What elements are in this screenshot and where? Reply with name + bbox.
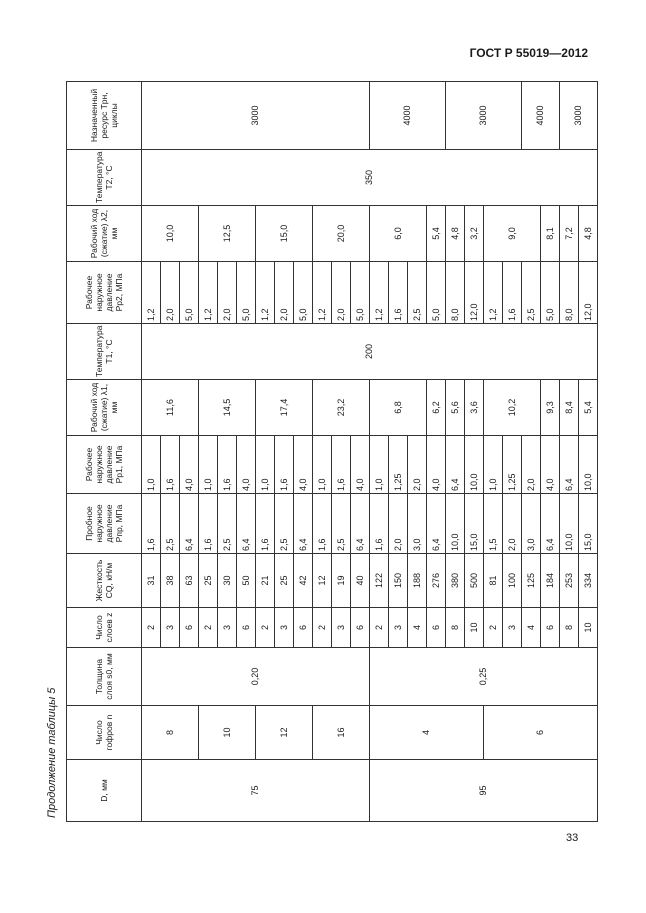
cell-z: 6 (351, 608, 370, 648)
cell-lambda1: 5,4 (579, 380, 598, 436)
cell-pp2: 8,0 (446, 262, 465, 324)
cell-pp2: 2,0 (218, 262, 237, 324)
cell-ppr: 6,4 (180, 494, 199, 554)
cell-ppr: 1,6 (370, 494, 389, 554)
cell-cq: 21 (256, 554, 275, 608)
cell-z: 2 (199, 608, 218, 648)
col-header-z: Число слоев z (67, 608, 142, 648)
cell-pp2: 1,2 (142, 262, 161, 324)
cell-z: 6 (237, 608, 256, 648)
cell-pp1: 4,0 (427, 436, 446, 494)
col-header-pp2: Рабочее наружное давление Pр2, МПа (67, 262, 142, 324)
cell-z: 6 (180, 608, 199, 648)
cell-s0: 0,20 (142, 648, 370, 706)
cell-pp2: 5,0 (351, 262, 370, 324)
cell-pp1: 2,0 (408, 436, 427, 494)
cell-lambda2: 7,2 (560, 206, 579, 262)
cell-ppr: 1,6 (199, 494, 218, 554)
cell-pp2: 1,2 (370, 262, 389, 324)
cell-lambda2: 15,0 (256, 206, 313, 262)
cell-z: 2 (370, 608, 389, 648)
cell-pp2: 5,0 (237, 262, 256, 324)
cell-z: 2 (256, 608, 275, 648)
cell-pp1: 1,0 (484, 436, 503, 494)
cell-pp2: 2,0 (275, 262, 294, 324)
cell-cq: 25 (199, 554, 218, 608)
cell-z: 3 (275, 608, 294, 648)
cell-pp2: 5,0 (427, 262, 446, 324)
cell-cq: 42 (294, 554, 313, 608)
cell-n: 16 (313, 706, 370, 760)
cell-n: 12 (256, 706, 313, 760)
cell-lambda1: 6,2 (427, 380, 446, 436)
cell-ppr: 2,0 (389, 494, 408, 554)
cell-lambda2: 12,5 (199, 206, 256, 262)
cell-ppr: 3,0 (408, 494, 427, 554)
cell-ppr: 1,5 (484, 494, 503, 554)
cell-d: 95 (370, 760, 598, 822)
cell-z: 10 (579, 608, 598, 648)
cell-ppr: 1,6 (256, 494, 275, 554)
cell-lambda1: 8,4 (560, 380, 579, 436)
standard-header: ГОСТ Р 55019—2012 (469, 46, 588, 60)
cell-z: 6 (541, 608, 560, 648)
cell-ppr: 2,5 (332, 494, 351, 554)
col-header-t2: Температура T2, °С (67, 150, 142, 206)
cell-pp2: 5,0 (294, 262, 313, 324)
cell-pp2: 1,2 (256, 262, 275, 324)
cell-cq: 30 (218, 554, 237, 608)
cell-t2: 350 (142, 150, 598, 206)
cell-pp1: 6,4 (560, 436, 579, 494)
cell-z: 4 (522, 608, 541, 648)
cell-cq: 31 (142, 554, 161, 608)
cell-z: 4 (408, 608, 427, 648)
cell-z: 10 (465, 608, 484, 648)
cell-lambda2: 3,2 (465, 206, 484, 262)
cell-ppr: 6,4 (351, 494, 370, 554)
cell-pp1: 4,0 (541, 436, 560, 494)
cell-pp1: 6,4 (446, 436, 465, 494)
cell-tpn: 4000 (522, 82, 560, 150)
cell-ppr: 1,6 (142, 494, 161, 554)
col-header-pp1: Рабочее наружное давление Pр1, МПа (67, 436, 142, 494)
cell-ppr: 2,5 (218, 494, 237, 554)
cell-ppr: 15,0 (465, 494, 484, 554)
cell-ppr: 2,0 (503, 494, 522, 554)
cell-pp1: 4,0 (237, 436, 256, 494)
cell-n: 10 (199, 706, 256, 760)
table-caption: Продолжение таблицы 5 (46, 687, 58, 818)
cell-pp2: 1,6 (503, 262, 522, 324)
cell-cq: 25 (275, 554, 294, 608)
cell-pp2: 2,0 (161, 262, 180, 324)
col-header-n: Число гофров n (67, 706, 142, 760)
cell-cq: 380 (446, 554, 465, 608)
cell-pp1: 1,6 (332, 436, 351, 494)
cell-n: 6 (484, 706, 598, 760)
cell-pp1: 1,0 (370, 436, 389, 494)
cell-ppr: 6,4 (541, 494, 560, 554)
cell-cq: 100 (503, 554, 522, 608)
col-header-t1: Температура T1, °С (67, 324, 142, 380)
cell-pp1: 1,6 (275, 436, 294, 494)
col-header-cq: Жесткость CQ, кН/м (67, 554, 142, 608)
cell-pp2: 2,0 (332, 262, 351, 324)
cell-cq: 500 (465, 554, 484, 608)
cell-pp1: 4,0 (180, 436, 199, 494)
cell-pp2: 8,0 (560, 262, 579, 324)
cell-lambda1: 23,2 (313, 380, 370, 436)
cell-cq: 334 (579, 554, 598, 608)
cell-pp1: 1,0 (313, 436, 332, 494)
cell-pp1: 1,0 (142, 436, 161, 494)
cell-pp2: 12,0 (465, 262, 484, 324)
col-header-lambda2: Рабочий ход (сжатие) λ2, мм (67, 206, 142, 262)
cell-lambda1: 11,6 (142, 380, 199, 436)
cell-cq: 38 (161, 554, 180, 608)
cell-ppr: 6,4 (237, 494, 256, 554)
cell-lambda2: 20,0 (313, 206, 370, 262)
col-header-ppr: Пробное наружное давление Pпр, МПа (67, 494, 142, 554)
cell-cq: 125 (522, 554, 541, 608)
cell-pp2: 2,5 (408, 262, 427, 324)
cell-lambda2: 4,8 (446, 206, 465, 262)
cell-lambda2: 8,1 (541, 206, 560, 262)
cell-tpn: 3000 (142, 82, 370, 150)
cell-cq: 40 (351, 554, 370, 608)
cell-lambda2: 6,0 (370, 206, 427, 262)
col-header-tpn: Назначенный ресурс Tрн, циклы (67, 82, 142, 150)
cell-z: 3 (389, 608, 408, 648)
rotated-table-container (66, 82, 593, 822)
cell-pp1: 1,25 (503, 436, 522, 494)
cell-z: 3 (332, 608, 351, 648)
cell-pp2: 1,6 (389, 262, 408, 324)
cell-cq: 19 (332, 554, 351, 608)
cell-lambda1: 9,3 (541, 380, 560, 436)
cell-pp2: 1,2 (484, 262, 503, 324)
cell-z: 3 (503, 608, 522, 648)
cell-ppr: 3,0 (522, 494, 541, 554)
cell-z: 3 (218, 608, 237, 648)
cell-n: 8 (142, 706, 199, 760)
cell-pp2: 2,5 (522, 262, 541, 324)
col-header-s0: Толщина слоя s0, мм (67, 648, 142, 706)
cell-ppr: 6,4 (427, 494, 446, 554)
table-row (142, 82, 161, 822)
cell-tpn: 4000 (370, 82, 446, 150)
cell-ppr: 2,5 (275, 494, 294, 554)
cell-cq: 188 (408, 554, 427, 608)
table-header-row (67, 82, 142, 822)
cell-pp2: 5,0 (541, 262, 560, 324)
cell-z: 6 (294, 608, 313, 648)
cell-lambda2: 10,0 (142, 206, 199, 262)
cell-lambda2: 4,8 (579, 206, 598, 262)
cell-pp1: 2,0 (522, 436, 541, 494)
cell-pp1: 1,6 (161, 436, 180, 494)
cell-s0: 0,25 (370, 648, 598, 706)
cell-cq: 150 (389, 554, 408, 608)
cell-d: 75 (142, 760, 370, 822)
cell-lambda1: 17,4 (256, 380, 313, 436)
cell-cq: 63 (180, 554, 199, 608)
cell-tpn: 3000 (560, 82, 598, 150)
cell-pp2: 1,2 (199, 262, 218, 324)
cell-pp1: 10,0 (579, 436, 598, 494)
cell-pp1: 1,6 (218, 436, 237, 494)
cell-pp1: 4,0 (294, 436, 313, 494)
cell-z: 3 (161, 608, 180, 648)
cell-pp1: 1,0 (256, 436, 275, 494)
cell-cq: 276 (427, 554, 446, 608)
cell-lambda2: 9,0 (484, 206, 541, 262)
cell-lambda1: 5,6 (446, 380, 465, 436)
cell-cq: 81 (484, 554, 503, 608)
cell-cq: 184 (541, 554, 560, 608)
data-table (66, 81, 598, 822)
cell-ppr: 10,0 (446, 494, 465, 554)
cell-cq: 12 (313, 554, 332, 608)
cell-ppr: 15,0 (579, 494, 598, 554)
cell-lambda1: 10,2 (484, 380, 541, 436)
page-number: 33 (566, 832, 579, 844)
cell-pp1: 10,0 (465, 436, 484, 494)
cell-z: 8 (446, 608, 465, 648)
cell-pp2: 1,2 (313, 262, 332, 324)
cell-n: 4 (370, 706, 484, 760)
cell-z: 6 (427, 608, 446, 648)
cell-pp2: 12,0 (579, 262, 598, 324)
cell-ppr: 1,6 (313, 494, 332, 554)
cell-lambda2: 5,4 (427, 206, 446, 262)
cell-pp1: 1,0 (199, 436, 218, 494)
cell-z: 2 (313, 608, 332, 648)
cell-lambda1: 14,5 (199, 380, 256, 436)
cell-ppr: 10,0 (560, 494, 579, 554)
cell-t1: 200 (142, 324, 598, 380)
cell-cq: 253 (560, 554, 579, 608)
cell-cq: 50 (237, 554, 256, 608)
cell-ppr: 2,5 (161, 494, 180, 554)
cell-pp1: 1,25 (389, 436, 408, 494)
cell-pp1: 4,0 (351, 436, 370, 494)
cell-lambda1: 6,8 (370, 380, 427, 436)
cell-cq: 122 (370, 554, 389, 608)
cell-tpn: 3000 (446, 82, 522, 150)
col-header-d: D, мм (67, 760, 142, 822)
cell-z: 8 (560, 608, 579, 648)
cell-z: 2 (142, 608, 161, 648)
cell-pp2: 5,0 (180, 262, 199, 324)
cell-ppr: 6,4 (294, 494, 313, 554)
cell-lambda1: 3,6 (465, 380, 484, 436)
cell-z: 2 (484, 608, 503, 648)
col-header-lambda1: Рабочий ход (сжатие) λ1, мм (67, 380, 142, 436)
